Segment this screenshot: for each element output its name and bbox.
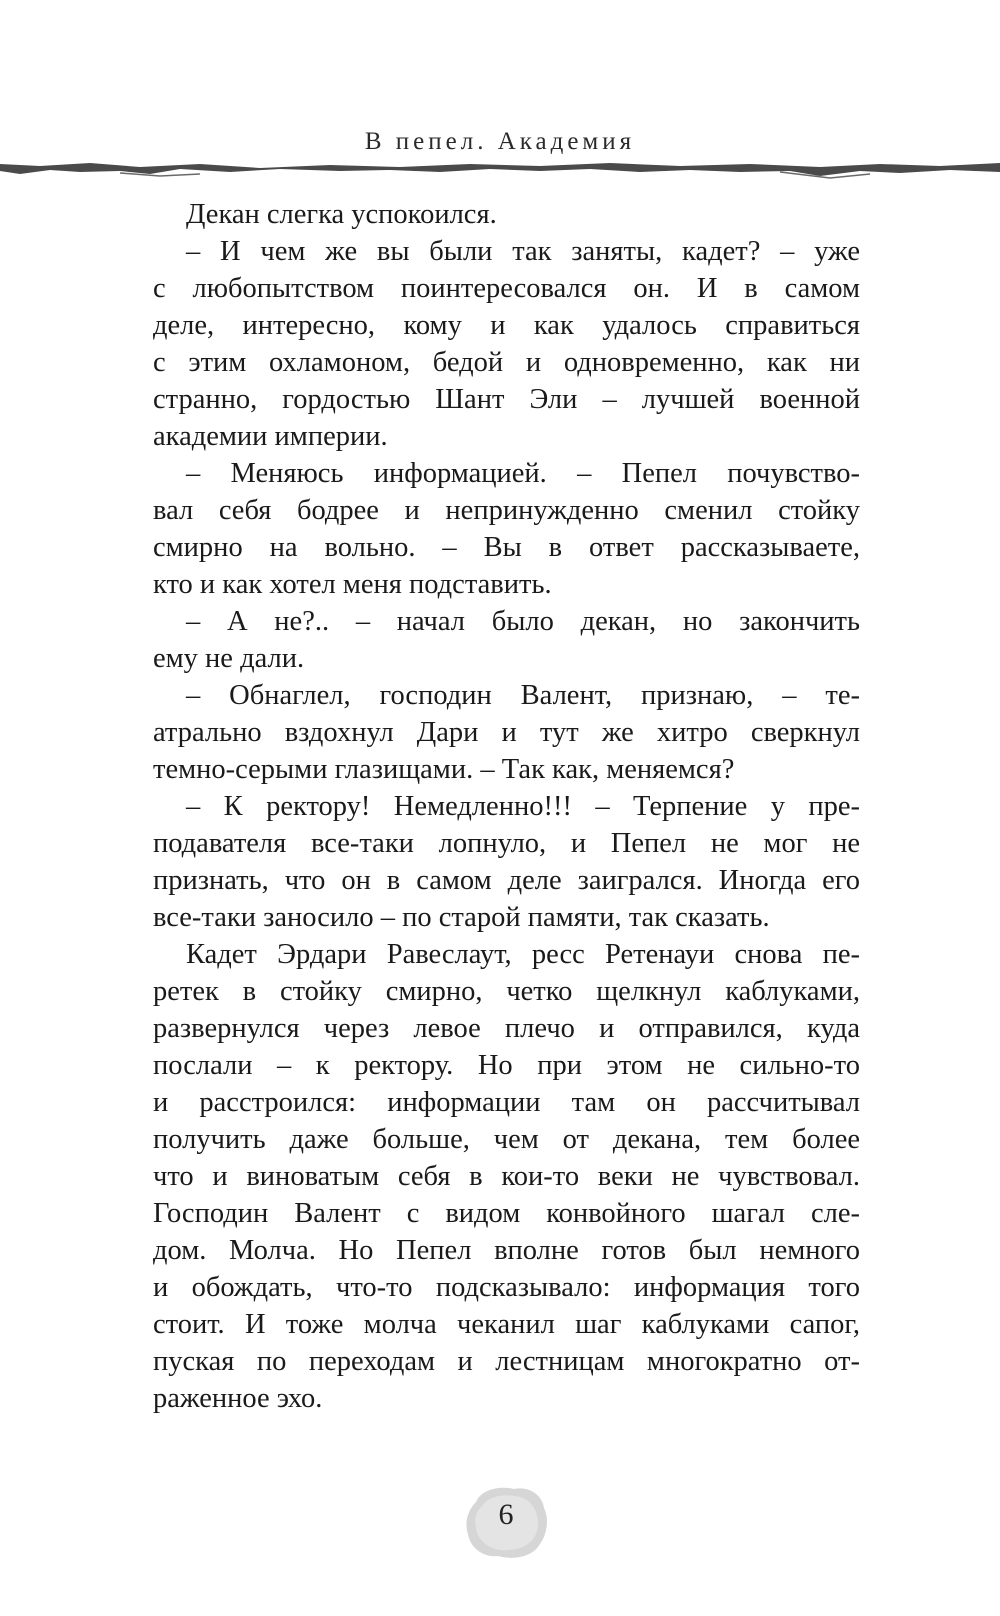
page-number: 6	[498, 1498, 514, 1531]
text-line: Кадет Эрдари Равеслаут, ресс Ретенауи снова пе-	[186, 939, 860, 970]
text-line: Господин Валент с видом конвойного шагал сле-	[153, 1198, 860, 1229]
text-line: признать, что он в самом деле заигрался. Иногда его	[153, 865, 860, 896]
text-line: – И чем же вы были так заняты, кадет? – уже	[186, 236, 860, 267]
text-line: – Меняюсь информацией. – Пепел почувство-	[186, 458, 860, 489]
text-line: с любопытством поинтересовался он. И в самом	[153, 273, 860, 304]
text-line: вал себя бодрее и непринужденно сменил стойку	[153, 495, 860, 526]
text-line: Декан слегка успокоился.	[186, 199, 497, 230]
text-line: и расстроился: информации там он рассчитывал	[153, 1087, 860, 1118]
text-line: стоит. И тоже молча чеканил шаг каблуками сапог,	[153, 1309, 860, 1340]
text-line: получить даже больше, чем от декана, тем более	[153, 1124, 860, 1155]
text-line: ему не дали.	[153, 643, 305, 674]
text-line: с этим охламоном, бедой и одновременно, как ни	[153, 347, 860, 378]
text-line: дом. Молча. Но Пепел вполне готов был немного	[153, 1235, 860, 1266]
text-line: кто и как хотел меня подставить.	[153, 569, 552, 600]
text-line: смирно на вольно. – Вы в ответ рассказываете,	[153, 532, 860, 563]
text-line: деле, интересно, кому и как удалось справиться	[153, 310, 860, 341]
torn-paper-divider	[0, 150, 1000, 190]
running-header-title: В пепел. Академия	[364, 128, 636, 155]
text-line: – Обнаглел, господин Валент, признаю, – те-	[186, 680, 860, 711]
text-line: что и виноватым себя в кои-то веки не чувствовал.	[153, 1161, 860, 1192]
text-line: развернулся через левое плечо и отправился, куда	[153, 1013, 860, 1044]
text-line: странно, гордостью Шант Эли – лучшей военной	[153, 384, 860, 415]
text-line: темно-серыми глазищами. – Так как, меняемся?	[153, 754, 735, 785]
text-line: все-таки заносило – по старой памяти, так сказать.	[153, 902, 770, 933]
text-line: – А не?.. – начал было декан, но закончить	[186, 606, 860, 637]
text-line: подавателя все-таки лопнуло, и Пепел не мог не	[153, 828, 860, 859]
body-text	[153, 196, 860, 1417]
text-line: и обождать, что-то подсказывало: информация того	[153, 1272, 860, 1303]
text-line: послали – к ректору. Но при этом не сильно-то	[153, 1050, 860, 1081]
text-line: академии империи.	[153, 421, 388, 452]
text-line: атрально вздохнул Дари и тут же хитро сверкнул	[153, 717, 860, 748]
text-line: – К ректору! Немедленно!!! – Терпение у пре-	[186, 791, 860, 822]
text-line: ретек в стойку смирно, четко щелкнул каблуками,	[153, 976, 860, 1007]
text-line: раженное эхо.	[153, 1383, 323, 1414]
text-line: пуская по переходам и лестницам многократно от-	[153, 1346, 860, 1377]
